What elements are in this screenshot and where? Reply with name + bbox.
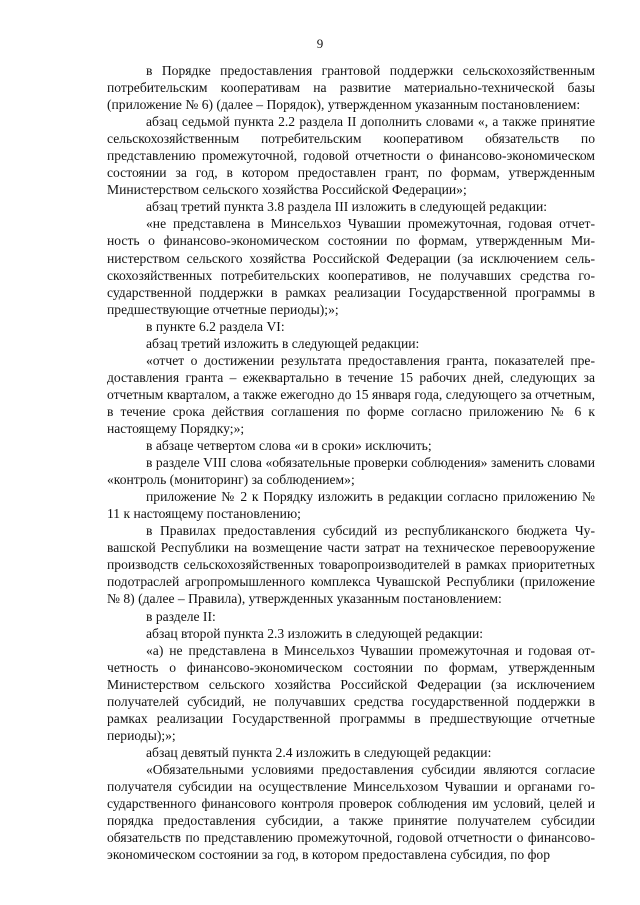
paragraph-4: «не представлена в Минсельхоз Чувашии промежуточная, годовая отчетность о финансово-экономическом состоянии по формам, утвержденным Министерством сельского хозяйства Российской Федерации (за исключением сельскохозяйственных потребительских кооперативов, не получавших средства государственной поддержки в рамках реализации Государственной программы в предшествующие отчетные периоды);»; [107,216,595,317]
paragraph-13: абзац второй пункта 2.3 изложить в следующей редакции: [146,625,484,641]
paragraph-15: абзац девятый пункта 2.4 изложить в следующей редакции: [146,744,492,760]
paragraph-12: в разделе II: [146,608,216,624]
paragraph-16: «Обязательными условиями предоставления субсидии являются согласие получателя субсидии на осуществление Минсельхозом Чувашии и органами государственного финансового контроля проверок соблюдения им условий, целей и порядка предоставления субсидии, а также принятие получателем субсидии обязательств по представлению промежуточной, годовой отчетности о финансово-экономическом состоянии за год, в котором предоставлена субсидия, по фор [107,761,595,863]
paragraph-8: в абзаце четвертом слова «и в сроки» исключить; [146,438,432,454]
paragraph-7: «отчет о достижении результата предоставления гранта, показателей предоставления гранта – ежеквартально в течение 15 рабочих дней, следующих за отчетным кварталом, а также ежегодно до 15 января года, следующего за отчетным, в течение срока действия соглашения по форме согласно приложению № 6 к настоящему Порядку;»; [107,352,595,436]
document-body [107,62,595,863]
paragraph-6: абзац третий изложить в следующей редакции: [146,335,420,351]
paragraph-2: абзац седьмой пункта 2.2 раздела II дополнить словами «, а также принятие сельскохозяйственным потребительским кооперативом обязательств по представлению промежуточной, годовой отчетности о финансово-экономическом состоянии за год, в котором предоставлен грант, по формам, утвержденным Министерством сельского хозяйства Российской Федерации»; [107,114,595,198]
paragraph-1: в Порядке предоставления грантовой поддержки сельскохозяйственным потребительским кооперативам на развитие материально-технической базы (приложение № 6) (далее – Порядок), утвержденном указанным постановлением: [107,63,595,113]
paragraph-11: в Правилах предоставления субсидий из республиканского бюджета Чувашской Республики на возмещение части затрат на техническое перевооружение производств сельскохозяйственных товаропроизводителей в рамках приоритетных подотраслей агропромышленного комплекса Чувашской Республики (приложение № 8) (далее – Правила), утвержденных указанным постановлением: [107,523,595,607]
paragraph-9: в разделе VIII слова «обязательные проверки соблюдения» заменить словами «контроль (мониторинг) за соблюдением»; [107,455,595,488]
paragraph-3: абзац третий пункта 3.8 раздела III изложить в следующей редакции: [146,199,548,215]
page-number: 9 [316,36,324,51]
paragraph-10: приложение № 2 к Порядку изложить в редакции согласно приложению № 11 к настоящему постановлению; [107,489,595,522]
paragraph-14: «а) не представлена в Минсельхоз Чувашии промежуточная и годовая отчетность о финансово-экономическом состоянии по формам, утвержденным Министерством сельского хозяйства Российской Федерации (за исключением получателей субсидий, не получавших средства государственной поддержки в рамках реализации Государственной программы в предшествующие отчетные периоды);»; [107,642,595,743]
paragraph-5: в пункте 6.2 раздела VI: [146,318,285,334]
